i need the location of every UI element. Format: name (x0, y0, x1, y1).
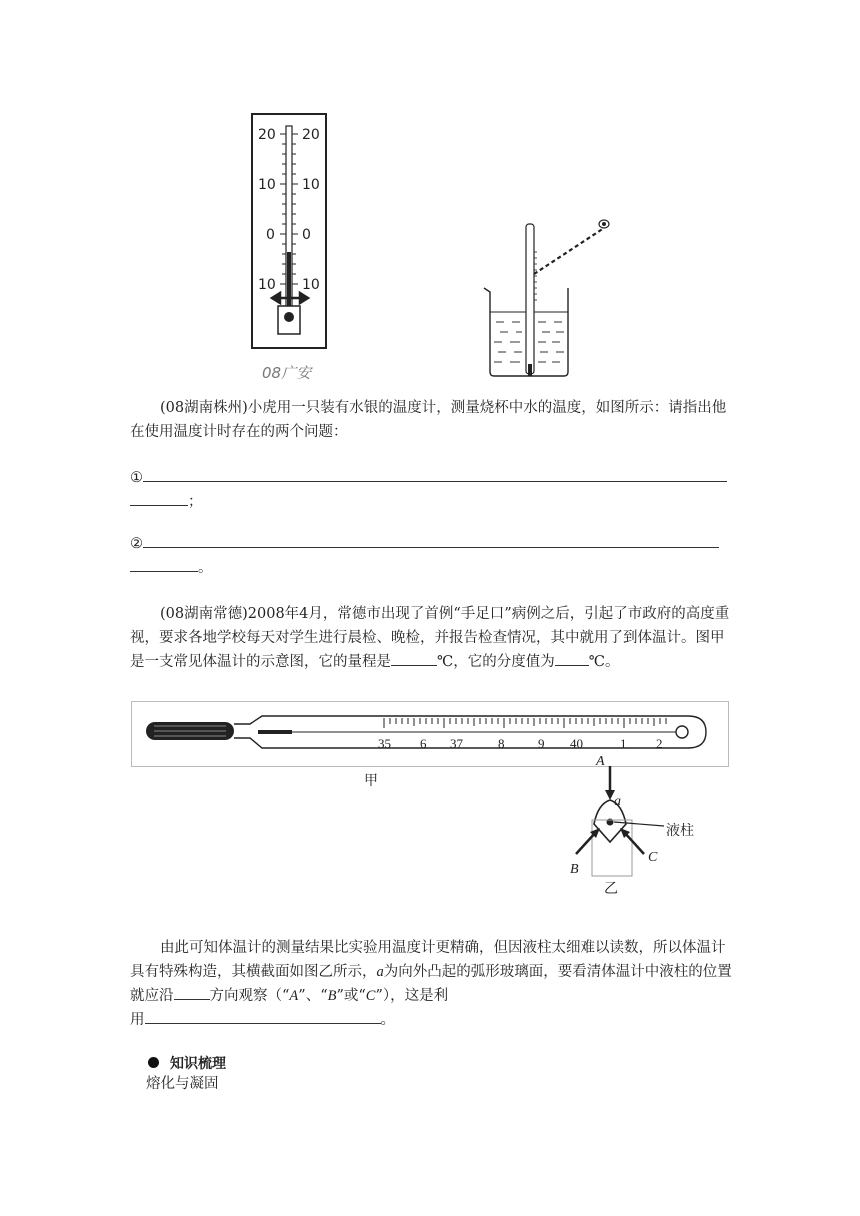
figure-caption: 08广安 (262, 364, 312, 382)
unit-text-2: ℃。 (588, 654, 620, 670)
answer-blank-1b[interactable] (130, 491, 188, 506)
continuation-italic-a: a (376, 964, 384, 980)
continuation-text-2: 为向外凸起的弧形玻璃面，要看清体温计中液柱的位置就应沿 (130, 964, 732, 1004)
unit-text-1: ℃，它的分度值为 (437, 654, 555, 670)
scale-label-left-neg10: 10 (258, 277, 276, 293)
separator-2: ”或“ (336, 988, 366, 1004)
continuation-text-3: 方向观察（“ (209, 988, 290, 1004)
option-C: C (365, 988, 376, 1004)
division-blank[interactable] (555, 651, 589, 666)
principle-line (130, 1008, 530, 1032)
answer-blank-2b[interactable] (130, 557, 198, 572)
section-subheading: 熔化与凝固 (146, 1076, 219, 1092)
scale-label-right-neg10: 10 (302, 277, 320, 293)
direction-label-C: C (648, 850, 658, 865)
thermo-label-42: 2 (656, 736, 663, 751)
answer-line-2 (130, 532, 740, 556)
scale-label-right-0: 0 (302, 227, 311, 243)
thermo-label-41: 1 (620, 736, 627, 751)
continuation-text-4: ”），这是利 (375, 988, 449, 1004)
thermo-label-40: 40 (570, 736, 583, 751)
answer-line-1 (130, 466, 740, 490)
thermo-label-38: 8 (498, 736, 505, 751)
question-2-text (130, 602, 730, 674)
scale-label-right-10: 10 (302, 177, 320, 193)
figure-label-jia: 甲 (364, 773, 378, 789)
range-blank[interactable] (391, 651, 437, 666)
surface-label-a: a (614, 794, 621, 809)
scale-label-left-0: 0 (266, 227, 275, 243)
answer-blank-2[interactable] (143, 533, 719, 548)
option-A: A (289, 988, 299, 1004)
direction-label-B: B (570, 862, 579, 877)
answer-line-1-continued (130, 490, 330, 514)
option-B: B (327, 988, 337, 1004)
answer-marker-1: ① (130, 470, 143, 486)
thermo-label-35: 35 (378, 736, 391, 751)
question-1-body: (08湖南株州)小虎用一只装有水银的温度计，测量烧杯中水的温度，如图所示：请指出他在使用温度计时存在的两个问题： (130, 400, 727, 440)
scale-label-left-10: 10 (258, 177, 276, 193)
figure-label-yi: 乙 (604, 881, 618, 897)
thermo-label-37: 37 (450, 736, 463, 751)
scale-label-left-20: 20 (258, 127, 276, 143)
question-2-body: (08湖南常德)2008年4月，常德市出现了首例“手足口”病例之后，引起了市政府的高度重视，要求各地学校每天对学生进行晨检、晚检，并报告检查情况，其中就用了到体温计。图甲是一支常见体温计的示意图，它的量程是 (130, 606, 730, 670)
scale-label-right-20: 20 (302, 127, 320, 143)
thermo-label-36: 6 (420, 736, 427, 751)
section-bullet-icon (148, 1057, 159, 1068)
question-1-text (130, 396, 730, 444)
answer-marker-2: ② (130, 536, 143, 552)
cross-section-figure (560, 756, 710, 880)
direction-blank[interactable] (174, 985, 210, 1000)
continuation-text-1: 由此可知体温计的测量结果比实验用温度计更精确，但因液柱太细难以读数，所以体温计具有特殊构造，其横截面如图乙所示， (130, 940, 726, 980)
separator-1: ”、“ (298, 988, 328, 1004)
principle-blank[interactable] (145, 1009, 381, 1024)
question-2-continuation (130, 936, 732, 1008)
answer-end-2: 。 (198, 560, 213, 576)
direction-label-A: A (596, 754, 605, 769)
beaker-thermometer-figure (480, 212, 616, 378)
answer-blank-1[interactable] (143, 467, 727, 482)
answer-end-1: ； (188, 494, 203, 510)
answer-line-2-continued (130, 556, 330, 580)
principle-end: 。 (380, 1012, 395, 1028)
principle-prefix: 用 (130, 1012, 145, 1028)
section-heading: 知识梳理 (170, 1056, 226, 1072)
vertical-thermometer-figure (250, 112, 330, 350)
clinical-thermometer-figure (140, 710, 720, 758)
liquid-column-label: 液柱 (666, 823, 694, 839)
thermo-label-39: 9 (538, 736, 545, 751)
